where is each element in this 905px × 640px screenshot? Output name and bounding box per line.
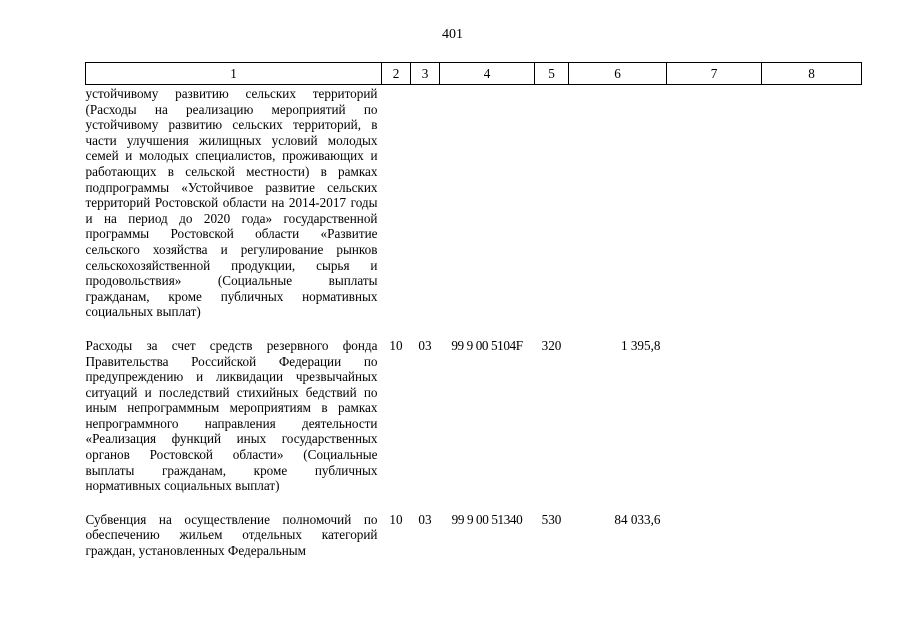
page-number: 401	[442, 27, 463, 42]
column-header-5: 5	[535, 63, 569, 85]
column-header-4: 4	[440, 63, 535, 85]
row-subsection	[411, 85, 440, 320]
row-spacer	[86, 494, 862, 512]
row-col8	[762, 512, 862, 559]
table-row	[86, 512, 862, 559]
row-amount	[569, 85, 667, 320]
table-row	[86, 338, 862, 494]
budget-table	[85, 62, 862, 559]
column-header-1: 1	[86, 63, 382, 85]
column-header-3: 3	[411, 63, 440, 85]
row-spacer	[86, 320, 862, 338]
row-col7	[667, 512, 762, 559]
row-amount: 1 395,8	[620, 337, 661, 353]
row-description: Расходы за счет средств резервного фонда Правительства Российской Федерации по предупреждению и ликвидации чрезвычайных ситуаций и последствий стихийных бедствий по иным непрограммным мероприятиям в рамках непрограммного направления деятельности «Реализация функций иных государственных органов Ростовской области» (Социальные выплаты гражданам, кроме публичных нормативных социальных выплат)	[85, 337, 378, 494]
column-header-6: 6	[569, 63, 667, 85]
column-header-7: 7	[667, 63, 762, 85]
header-row	[86, 63, 862, 85]
row-subsection: 03	[418, 337, 432, 353]
row-col7	[667, 338, 762, 494]
row-description: Субвенция на осуществление полномочий по обеспечению жильем отдельных категорий граждан, установленных Федеральным	[85, 511, 378, 559]
row-col8	[762, 85, 862, 320]
table-row	[86, 85, 862, 320]
row-target-article: 99 9 00 51340	[451, 511, 523, 527]
column-header-2: 2	[382, 63, 411, 85]
row-description: устойчивому развитию сельских территорий (Расходы на реализацию мероприятий по устойчивому развитию сельских территорий, в части улучшения жилищных условий молодых семей и молодых специалистов, проживающих и работающих в сельской местности) в рамках подпрограммы «Устойчивое развитие сельских территорий Ростовской области на 2014-2017 годы и на период до 2020 года» государственной программы Ростовской области «Развитие сельского хозяйства и регулирование рынков сельскохозяйственной продукции, сырья и продовольствия» (Социальные выплаты гражданам, кроме публичных нормативных социальных выплат)	[85, 86, 378, 320]
row-section: 10	[389, 337, 403, 353]
row-expense-type: 320	[541, 337, 562, 353]
row-col8	[762, 338, 862, 494]
row-section: 10	[389, 511, 403, 527]
row-subsection: 03	[418, 511, 432, 527]
row-amount: 84 033,6	[614, 511, 661, 527]
row-target-article	[440, 85, 535, 320]
row-col7	[667, 85, 762, 320]
row-expense-type	[535, 85, 569, 320]
row-target-article: 99 9 00 5104F	[451, 337, 523, 353]
row-expense-type: 530	[541, 511, 562, 527]
column-header-8: 8	[762, 63, 862, 85]
row-section	[382, 85, 411, 320]
